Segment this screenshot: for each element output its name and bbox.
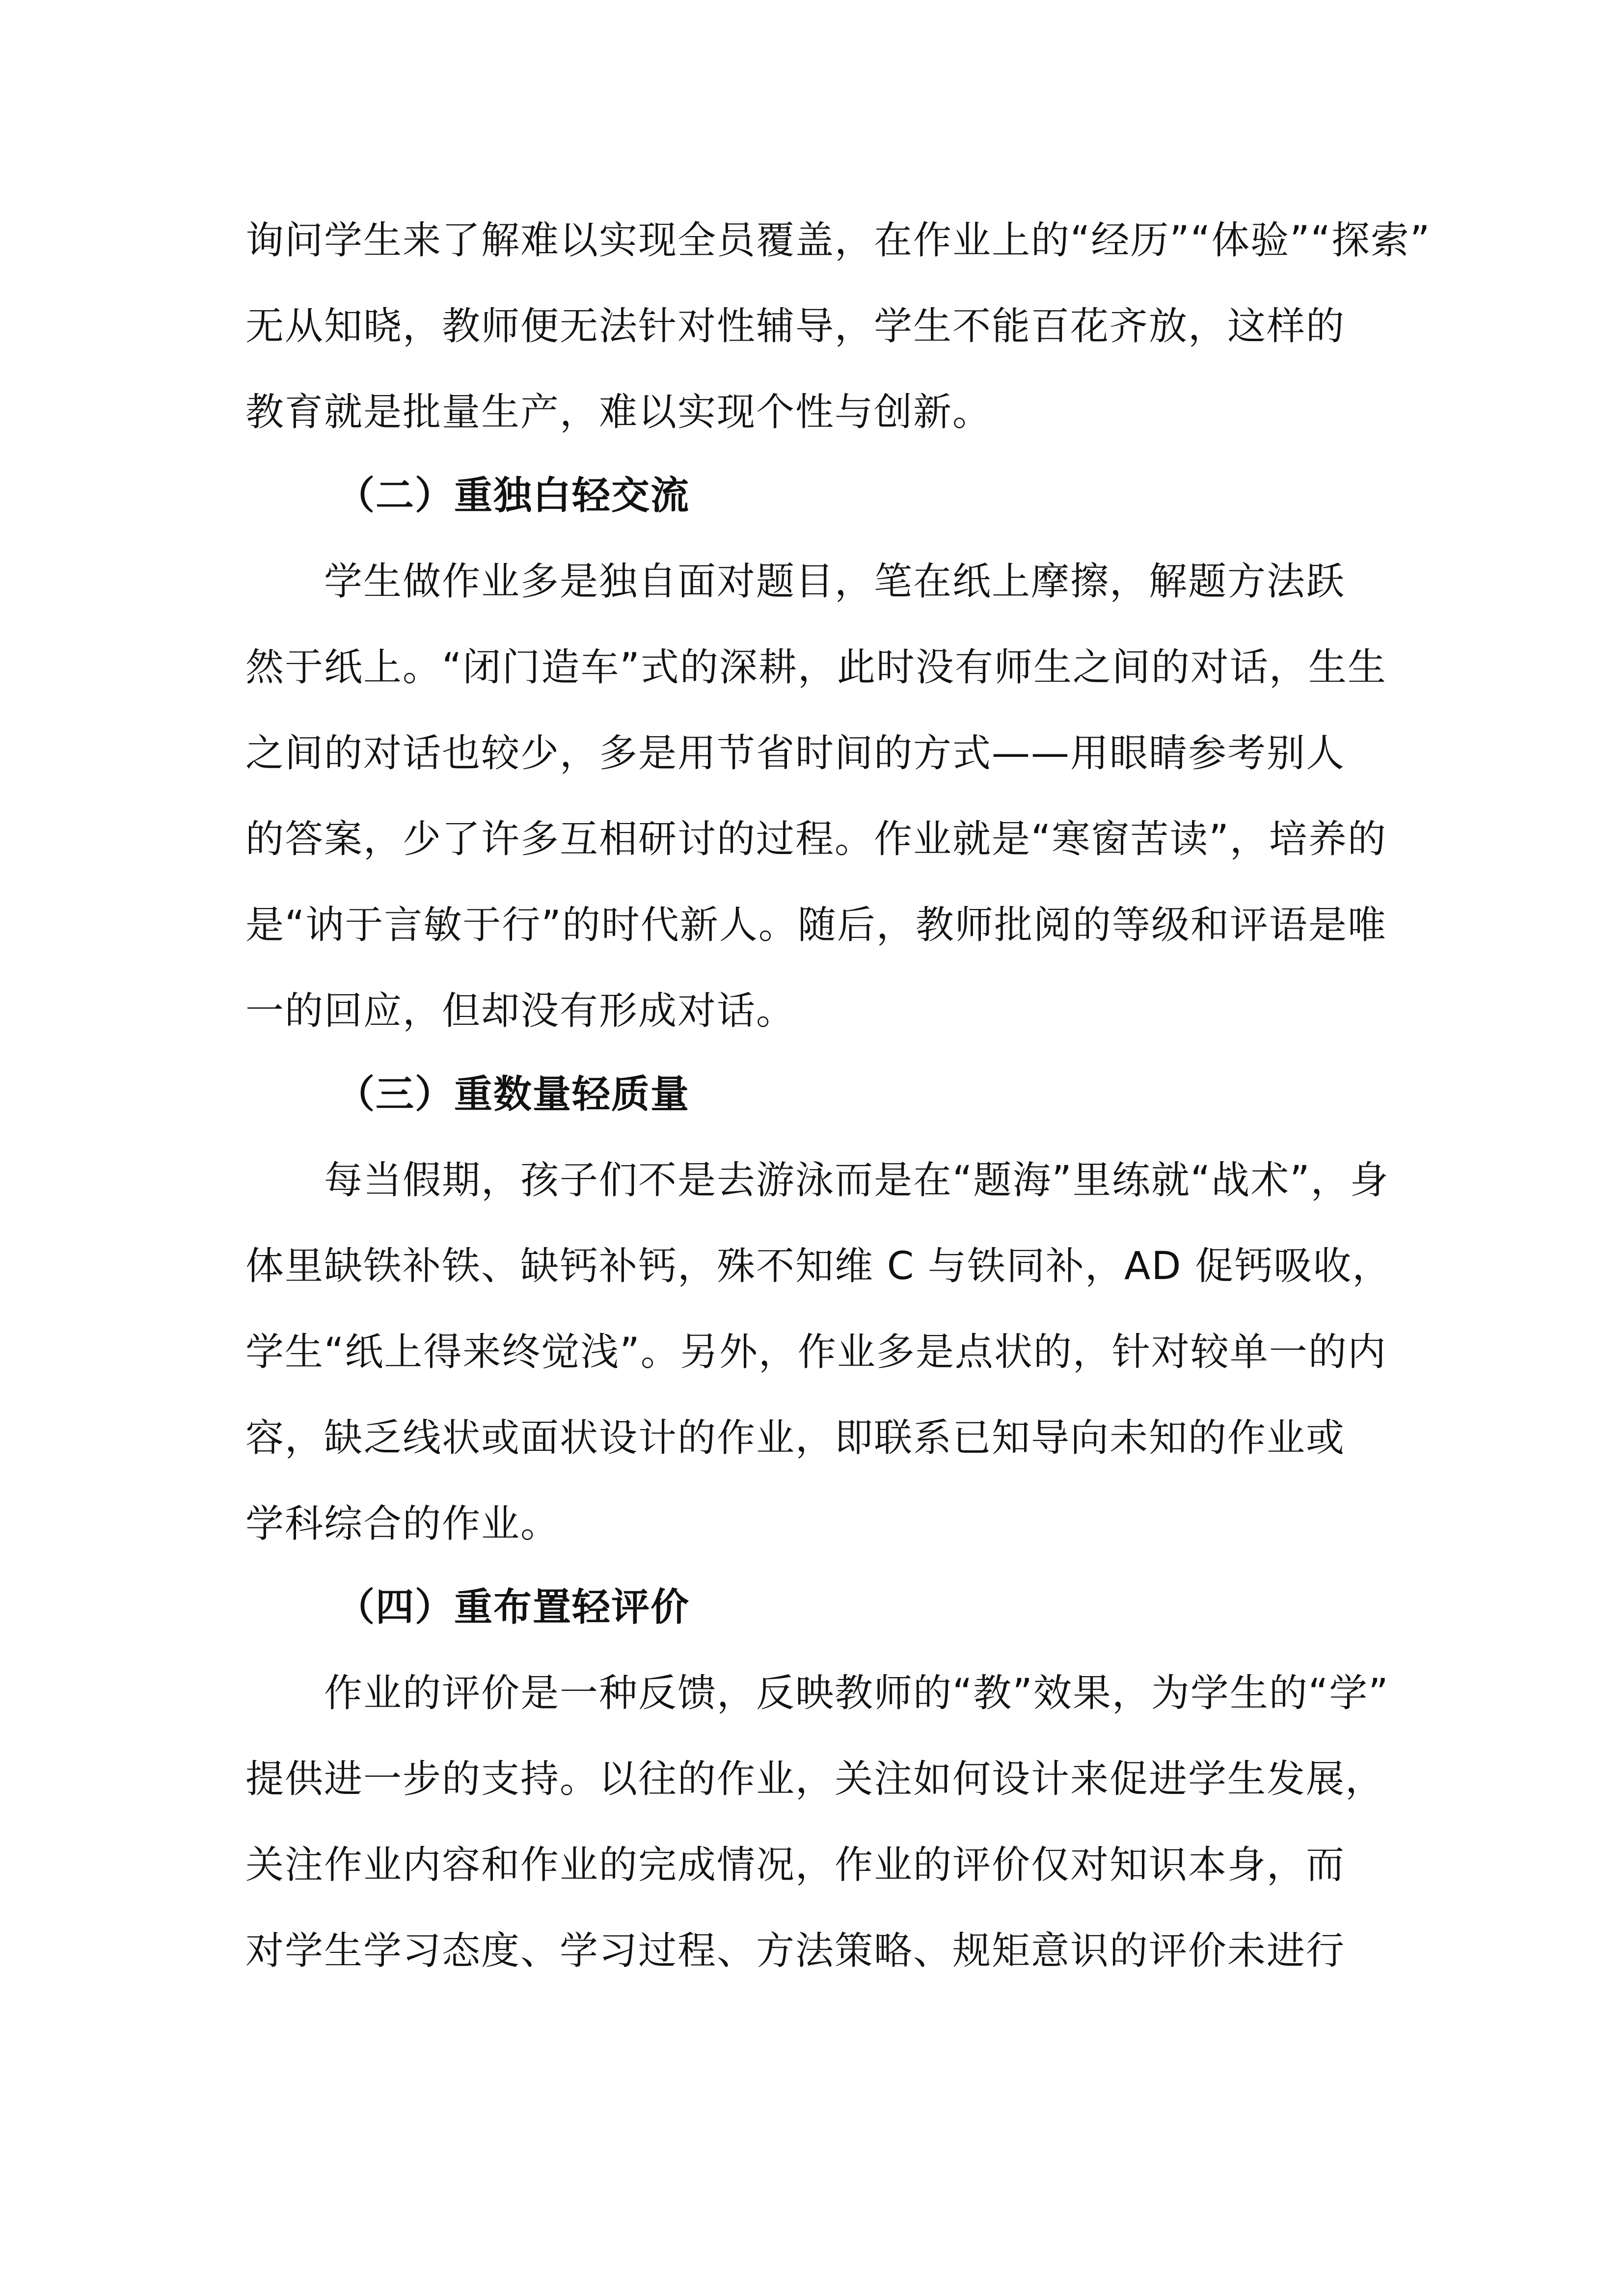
paragraph-line: 学生做作业多是独自面对题目，笔在纸上摩擦，解题方法跃 [324,560,1346,604]
paragraph-line: 关注作业内容和作业的完成情况，作业的评价仅对知识本身，而 [245,1843,1346,1887]
paragraph-line: 的答案，少了许多互相研讨的过程。作业就是“寒窗苦读”，培养的 [245,817,1387,861]
paragraph-line: 体里缺铁补铁、缺钙补钙，殊不知维 C 与铁同补，AD 促钙吸收， [245,1244,1392,1288]
section-heading: （三）重数量轻质量 [336,1072,690,1117]
paragraph-line: 是“讷于言敏于行”的时代新人。随后，教师批阅的等级和评语是唯 [245,903,1387,947]
paragraph-line: 作业的评价是一种反馈，反映教师的“教”效果，为学生的“学” [324,1671,1389,1715]
paragraph-line: 之间的对话也较少，多是用节省时间的方式——用眼睛参考别人 [245,731,1346,775]
paragraph-line: 学科综合的作业。 [245,1502,560,1546]
paragraph-line: 容，缺乏线状或面状设计的作业，即联系已知导向未知的作业或 [245,1416,1346,1460]
paragraph-line: 提供进一步的支持。以往的作业，关注如何设计来促进学生发展， [245,1757,1385,1801]
paragraph-line: 然于纸上。“闭门造车”式的深耕，此时没有师生之间的对话，生生 [245,645,1387,690]
section-heading: （四）重布置轻评价 [336,1585,690,1629]
paragraph-line: 无从知晓，教师便无法针对性辅导，学生不能百花齐放，这样的 [245,304,1346,348]
section-heading: （二）重独白轻交流 [336,474,690,518]
paragraph-line: 对学生学习态度、学习过程、方法策略、规矩意识的评价未进行 [245,1929,1346,1973]
paragraph-line: 询问学生来了解难以实现全员覆盖，在作业上的“经历”“体验”“探索” [245,218,1431,263]
paragraph-line: 教育就是批量生产，难以实现个性与创新。 [245,390,992,434]
paragraph-line: 一的回应，但却没有形成对话。 [245,989,796,1033]
paragraph-line: 每当假期，孩子们不是去游泳而是在“题海”里练就“战术”，身 [324,1158,1389,1202]
paragraph-line: 学生“纸上得来终觉浅”。另外，作业多是点状的，针对较单一的内 [245,1330,1387,1374]
